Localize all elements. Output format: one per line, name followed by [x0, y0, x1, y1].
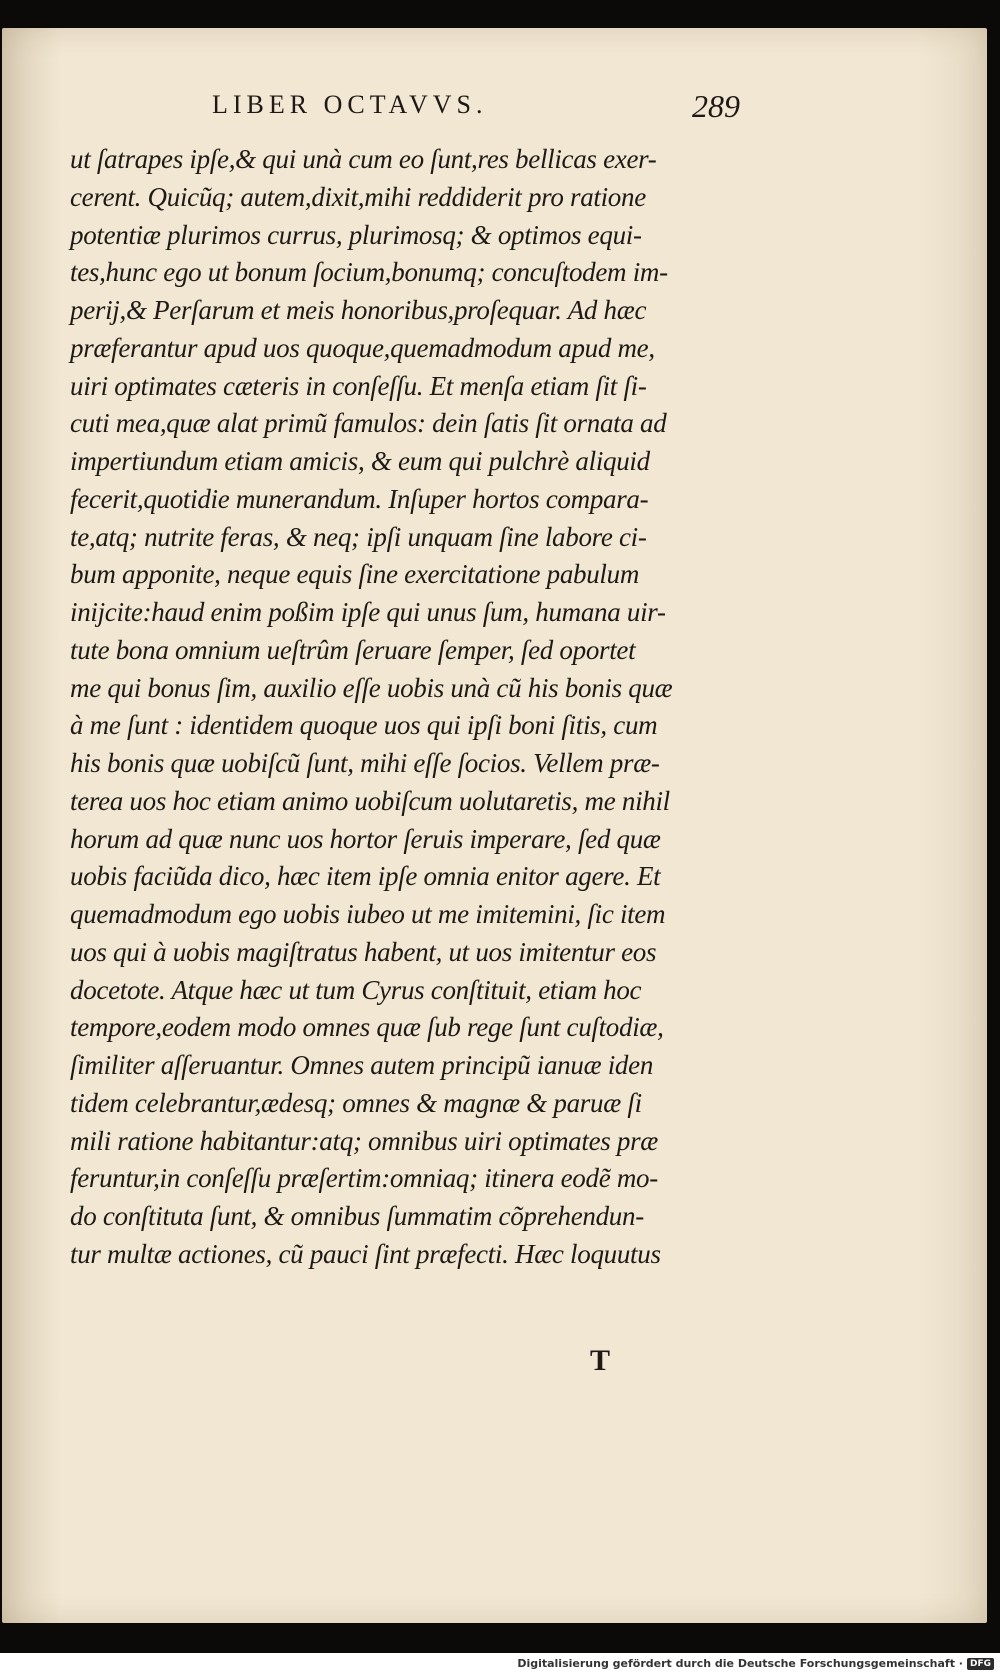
text-line: bum apponite, neque equis ſine exercitatione pabulum: [70, 559, 640, 590]
text-line: me qui bonus ſim, auxilio eſſe uobis unà cũ his bonis quæ: [70, 672, 673, 703]
text-line: terea uos hoc etiam animo uobiſcum uolutaretis, me nihil: [70, 785, 670, 816]
text-line: ut ſatrapes ipſe,& qui unà cum eo ſunt,res bellicas exer-: [70, 144, 657, 174]
signature-mark: T: [590, 1344, 611, 1377]
page-number: 289: [692, 88, 740, 124]
text-line: tur multæ actiones, cũ pauci ſint præfecti. Hæc loquutus: [70, 1238, 661, 1269]
text-line: perij,& Perſarum et meis honoribus,proſequar. Ad hæc: [70, 295, 647, 325]
running-head: LIBER OCTAVVS.: [212, 90, 488, 119]
dfg-logo: DFG: [967, 1658, 994, 1670]
book-page: [2, 28, 987, 1623]
text-line: præferantur apud uos quoque,quemadmodum apud me,: [70, 332, 655, 363]
text-line: tempore,eodem modo omnes quæ ſub rege ſunt cuſtodiæ,: [70, 1012, 664, 1043]
text-line: cerent. Quicũq; autem,dixit,mihi reddiderit pro ratione: [70, 181, 646, 212]
text-line: fecerit,quotidie munerandum. Inſuper hortos compara-: [70, 483, 649, 514]
text-line: tidem celebrantur,ædesq; omnes & magnæ & paruæ ſi: [70, 1087, 642, 1118]
text-line: uos qui à uobis magiſtratus habent, ut uos imitentur eos: [70, 936, 657, 967]
text-line: quemadmodum ego uobis iubeo ut me imitemini, ſic item: [70, 899, 666, 929]
text-line: do conſtituta ſunt, & omnibus ſummatim cõprehendun-: [70, 1201, 644, 1231]
text-line: potentiæ plurimos currus, plurimosq; & optimos equi-: [70, 219, 642, 250]
digitization-credit: [517, 1657, 994, 1670]
text-line: docetote. Atque hæc ut tum Cyrus conſtituit, etiam hoc: [70, 974, 642, 1005]
credit-text: Digitalisierung gefördert durch die Deutsche Forschungsgemeinschaft ·: [517, 1657, 963, 1670]
body-text: [70, 141, 750, 1274]
text-line: his bonis quæ uobiſcũ ſunt, mihi eſſe ſocios. Vellem præ-: [70, 748, 660, 778]
text-line: mili ratione habitantur:atq; omnibus uiri optimates præ: [70, 1125, 659, 1156]
text-line: ſimiliter aſſeruantur. Omnes autem principũ ianuæ iden: [70, 1050, 654, 1080]
text-line: à me ſunt : identidem quoque uos qui ipſi boni ſitis, cum: [70, 710, 658, 741]
text-line: cuti mea,quæ alat primũ famulos: dein ſatis ſit ornata ad: [70, 408, 667, 439]
text-line: inijcite:haud enim poßim ipſe qui unus ſum, humana uir-: [70, 597, 666, 627]
text-line: te,atq; nutrite feras, & neq; ipſi unquam ſine labore ci-: [70, 521, 647, 552]
text-line: horum ad quæ nunc uos hortor ſeruis imperare, ſed quæ: [70, 823, 661, 854]
text-line: impertiundum etiam amicis, & eum qui pulchrè aliquid: [70, 446, 650, 476]
text-line: feruntur,in conſeſſu præſertim:omniaq; itinera eodẽ mo-: [70, 1163, 658, 1194]
text-line: uiri optimates cæteris in conſeſſu. Et menſa etiam ſit ſi-: [70, 370, 647, 401]
text-line: tute bona omnium ueſtrûm ſeruare ſemper, ſed oportet: [70, 634, 636, 665]
text-line: tes,hunc ego ut bonum ſocium,bonumq; concuſtodem im-: [70, 257, 668, 288]
text-line: uobis faciũda dico, hæc item ipſe omnia enitor agere. Et: [70, 861, 661, 892]
